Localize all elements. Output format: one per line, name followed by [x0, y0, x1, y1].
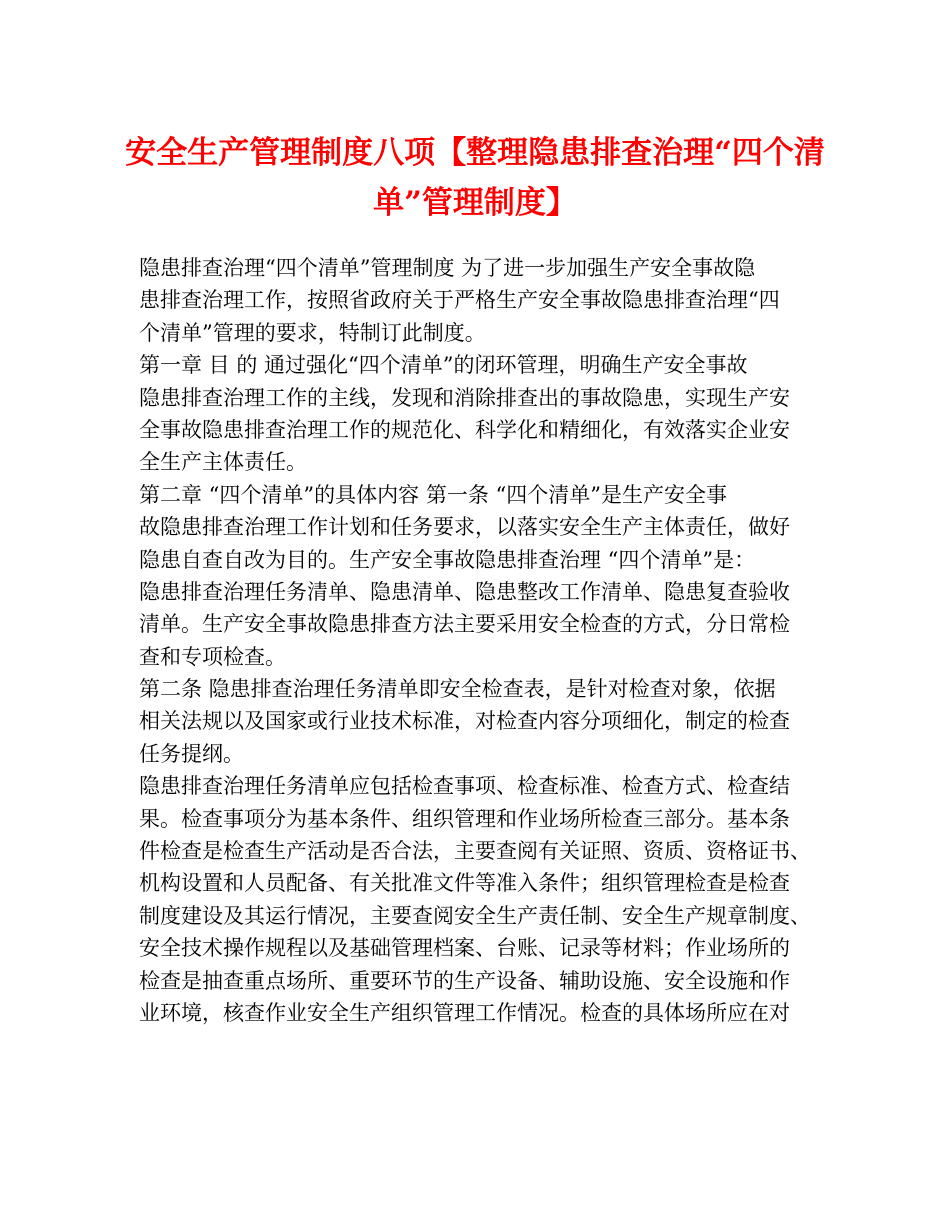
body-line: 相关法规以及国家或行业技术标准，对检查内容分项细化，制定的检查: [139, 709, 790, 734]
body-line: 隐患自查自改为目的。生产安全事故隐患排查治理 “四个清单”是：: [139, 547, 756, 572]
body-line: 个清单”管理的要求，特制订此制度。: [139, 320, 486, 345]
body-line: 任务提纲。: [139, 741, 244, 766]
body-line: 故隐患排查治理工作计划和任务要求，以落实安全生产主体责任，做好: [139, 515, 790, 540]
title-line-1: 安全生产管理制度八项【整理隐患排查治理“四个清: [125, 135, 825, 171]
body-line: 第二章 “四个清单”的具体内容 第一条 “四个清单”是生产安全事: [139, 482, 727, 507]
body-line: 制度建设及其运行情况，主要查阅安全生产责任制、安全生产规章制度、: [139, 903, 811, 928]
body-line: 隐患排查治理任务清单、隐患清单、隐患整改工作清单、隐患复查验收: [139, 579, 790, 604]
body-line: 查和专项检查。: [139, 644, 286, 669]
body-line: 机构设置和人员配备、有关批准文件等准入条件；组织管理检查是检查: [139, 871, 790, 896]
body-line: 果。检查事项分为基本条件、组织管理和作业场所检查三部分。基本条: [139, 806, 790, 831]
body-line: 件检查是检查生产活动是否合法，主要查阅有关证照、资质、资格证书、: [139, 839, 811, 864]
body-line: 隐患排查治理任务清单应包括检查事项、检查标准、检查方式、检查结: [139, 774, 790, 799]
body-line: 隐患排查治理工作的主线，发现和消除排查出的事故隐患，实现生产安: [139, 385, 790, 410]
body-line: 隐患排查治理“四个清单”管理制度 为了进一步加强生产安全事故隐: [139, 256, 756, 280]
body-line: 清单。生产安全事故隐患排查方法主要采用安全检查的方式，分日常检: [139, 612, 790, 637]
body-line: 检查是抽查重点场所、重要环节的生产设备、辅助设施、安全设施和作: [139, 968, 790, 993]
title-line-2: 单”管理制度】: [373, 185, 577, 221]
body-line: 第二条 隐患排查治理任务清单即安全检查表，是针对检查对象，依据: [139, 677, 776, 702]
body-line: 第一章 目 的 通过强化“四个清单”的闭环管理，明确生产安全事故: [139, 353, 748, 378]
body-line: 安全技术操作规程以及基础管理档案、台账、记录等材料；作业场所的: [139, 936, 790, 961]
body-line: 全生产主体责任。: [139, 450, 307, 475]
body-line: 业环境，核查作业安全生产组织管理工作情况。检查的具体场所应在对: [139, 1000, 790, 1025]
document-body: [139, 252, 819, 1029]
document-title: [120, 128, 830, 228]
body-line: 患排查治理工作，按照省政府关于严格生产安全事故隐患排查治理“四: [139, 288, 780, 313]
body-line: 全事故隐患排查治理工作的规范化、科学化和精细化，有效落实企业安: [139, 417, 790, 442]
